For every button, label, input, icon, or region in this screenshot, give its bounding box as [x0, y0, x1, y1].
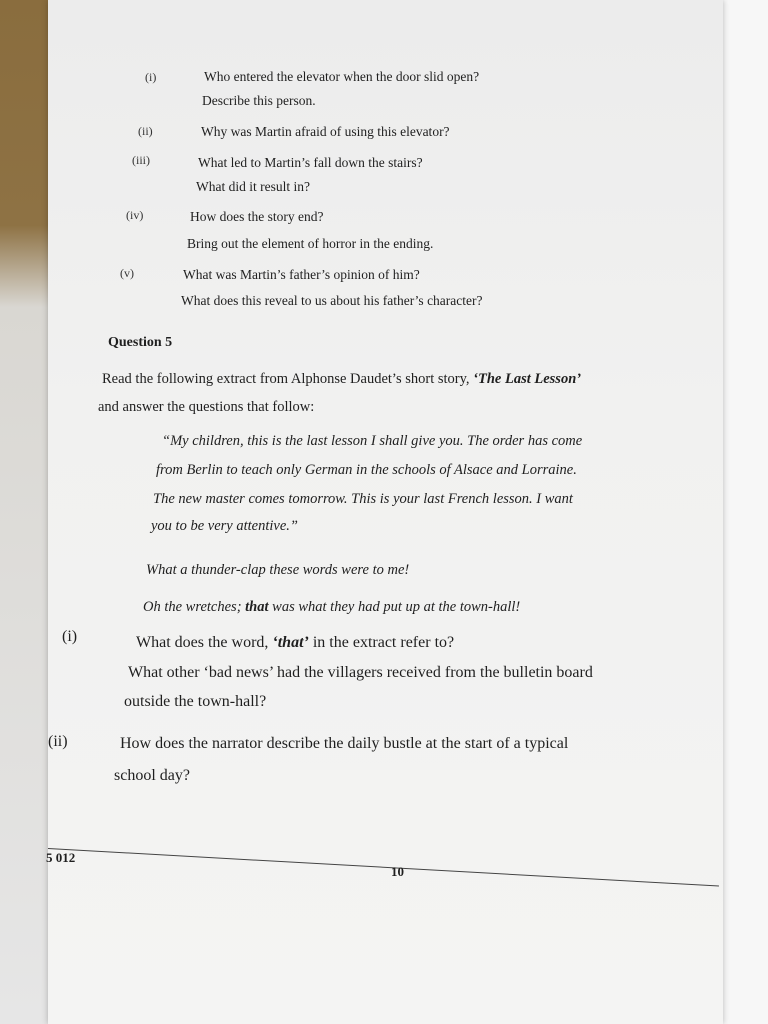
footer-rule: [48, 848, 719, 887]
extract-text: was what they had put up at the town-hall!: [268, 599, 521, 615]
extract-line: from Berlin to teach only German in the schools of Alsace and Lorraine.: [156, 462, 577, 478]
extract-text: Oh the wretches;: [143, 599, 246, 615]
extract-line: What a thunder-clap these words were to me!: [146, 562, 410, 578]
intro-line: and answer the questions that follow:: [98, 399, 315, 415]
question-line: Bring out the element of horror in the ending.: [187, 236, 434, 251]
exam-page: [48, 0, 723, 1024]
question-line: Describe this person.: [202, 93, 316, 108]
question-line: How does the story end?: [190, 209, 324, 224]
question-number: (v): [120, 266, 134, 280]
question-number: (iii): [132, 153, 150, 167]
story-title: ‘The Last Lesson’: [473, 371, 582, 387]
extract-line: The new master comes tomorrow. This is your last French lesson. I want: [153, 491, 573, 507]
question-line: What was Martin’s father’s opinion of him?: [183, 267, 420, 282]
question-line: What did it result in?: [196, 179, 310, 194]
question-line: Why was Martin afraid of using this elevator?: [201, 124, 450, 139]
subquestion-line: school day?: [114, 767, 190, 784]
intro-line: [102, 370, 581, 388]
background-right: [720, 0, 768, 1024]
subquestion-bold-word: ‘that’: [272, 634, 309, 651]
subquestion-text: What does the word,: [136, 634, 273, 651]
page-number: 10: [391, 864, 404, 879]
background-left: [0, 0, 50, 1024]
extract-line: “My children, this is the last lesson I shall give you. The order has come: [162, 433, 583, 449]
paper-code: 5 012: [46, 850, 76, 865]
subquestion-text: in the extract refer to?: [308, 634, 455, 651]
extract-line: you to be very attentive.”: [151, 518, 298, 534]
question-line: What led to Martin’s fall down the stairs?: [198, 155, 423, 170]
extract-line: [143, 598, 520, 616]
subquestion-line: [136, 634, 454, 652]
subquestion-line: How does the narrator describe the daily bustle at the start of a typical: [120, 735, 569, 752]
extract-bold-word: that: [245, 599, 269, 615]
question-number: (iv): [126, 208, 144, 222]
subquestion-line: outside the town-hall?: [124, 693, 267, 710]
subquestion-number: (i): [62, 628, 78, 645]
question-number: (ii): [138, 124, 153, 138]
question-number: (i): [145, 70, 157, 84]
question-title: Question 5: [108, 335, 173, 350]
subquestion-number: (ii): [48, 733, 68, 750]
intro-text: Read the following extract from Alphonse Daudet’s short story,: [102, 371, 474, 387]
subquestion-line: What other ‘bad news’ had the villagers received from the bulletin board: [128, 664, 593, 681]
question-line: What does this reveal to us about his father’s character?: [181, 293, 483, 308]
question-line: Who entered the elevator when the door slid open?: [204, 69, 480, 84]
